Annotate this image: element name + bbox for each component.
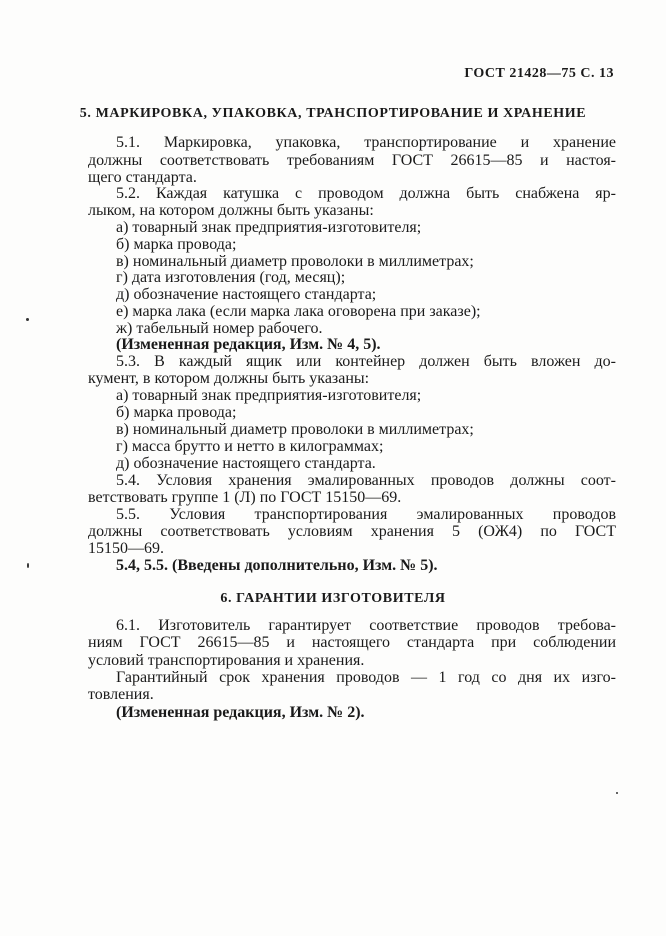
- list-item: д) обозначение настоящего стандарта.: [116, 455, 376, 472]
- text-line: должны соответствовать требованиям ГОСТ 26615—85 и настоя-: [88, 152, 616, 169]
- list-item: г) дата изготовления (год, месяц);: [116, 269, 346, 286]
- list-item: а) товарный знак предприятия-изготовителя;: [116, 387, 422, 404]
- text-line: 5.3. В каждый ящик или контейнер должен быть вложен до-: [116, 353, 616, 370]
- text-line: условий транспортирования и хранения.: [88, 652, 365, 669]
- list-item: ж) табельный номер рабочего.: [116, 320, 323, 337]
- amendment-note: (Измененная редакция, Изм. № 2).: [116, 704, 365, 721]
- list-item: а) товарный знак предприятия-изготовителя;: [116, 219, 422, 236]
- list-item: в) номинальный диаметр проволоки в миллиметрах;: [116, 421, 474, 438]
- amendment-note: (Измененная редакция, Изм. № 4, 5).: [116, 336, 381, 353]
- text-line: щего стандарта.: [88, 169, 197, 186]
- text-line: должны соответствовать условиям хранения 5 (ОЖ4) по ГОСТ: [88, 523, 616, 540]
- text-line: 5.2. Каждая катушка с проводом должна быть снабжена яр-: [116, 185, 616, 202]
- section-5-title: 5. МАРКИРОВКА, УПАКОВКА, ТРАНСПОРТИРОВАНИЕ И ХРАНЕНИЕ: [79, 106, 587, 121]
- scan-speck: [616, 792, 618, 794]
- text-line: 5.4. Условия хранения эмалированных проводов должны соот-: [116, 472, 616, 489]
- list-item: в) номинальный диаметр проволоки в миллиметрах;: [116, 253, 474, 270]
- text-line: ниям ГОСТ 26615—85 и настоящего стандарта при соблюдении: [88, 634, 616, 651]
- text-line: 15150—69.: [88, 540, 164, 557]
- scan-speck: [26, 318, 29, 321]
- section-6-title: 6. ГАРАНТИИ ИЗГОТОВИТЕЛЯ: [220, 591, 446, 606]
- text-line: ветствовать группе 1 (Л) по ГОСТ 15150—69.: [88, 489, 402, 506]
- amendment-note: 5.4, 5.5. (Введены дополнительно, Изм. № 5).: [116, 557, 438, 574]
- list-item: д) обозначение настоящего стандарта;: [116, 286, 377, 303]
- text-line: товления.: [88, 686, 154, 703]
- text-line: 5.1. Маркировка, упаковка, транспортирование и хранение: [116, 134, 616, 151]
- text-line: кумент, в котором должны быть указаны:: [88, 370, 370, 387]
- scan-speck: [27, 563, 29, 568]
- list-item: е) марка лака (если марка лака оговорена при заказе);: [116, 303, 481, 320]
- list-item: г) масса брутто и нетто в килограммах;: [116, 438, 384, 455]
- text-line: 5.5. Условия транспортирования эмалированных проводов: [116, 506, 616, 523]
- text-line: 6.1. Изготовитель гарантирует соответствие проводов требова-: [116, 617, 616, 634]
- text-line: Гарантийный срок хранения проводов — 1 год со дня их изго-: [116, 669, 616, 686]
- text-line: лыком, на котором должны быть указаны:: [88, 202, 374, 219]
- page-header: ГОСТ 21428—75 С. 13: [464, 66, 614, 81]
- list-item: б) марка провода;: [116, 404, 237, 421]
- list-item: б) марка провода;: [116, 236, 237, 253]
